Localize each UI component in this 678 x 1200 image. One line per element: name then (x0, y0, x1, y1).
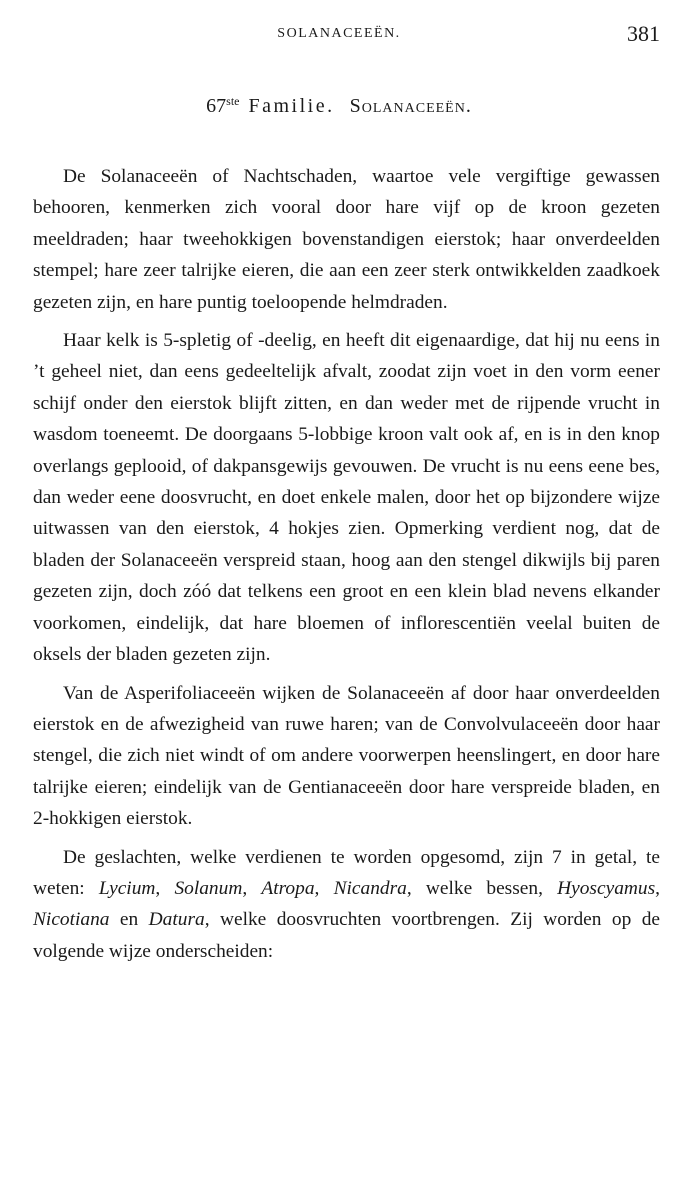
text-run: , (242, 877, 262, 899)
text-run: Haar kelk is 5-spletig of -deelig, en heeft dit eigenaardige, dat hij nu eens in ’t geheel niet, dan eens gedeeltelijk afvalt, zoodat zijn voet in den vorm eener schijf onder den eierstok blijft zitten, en dan weder met de rijpende vrucht in wasdom toeneemt. De doorgaans 5-lobbige kroon valt ook af, en is in den knop overlangs geplooid, of dakpansgewijs gevouwen. De vrucht is nu eens eene bes, dan weder eene doosvrucht, en doet enkele malen, door het op bijzondere wijze uitwassen van den eierstok, 4 hokjes zien. Opmerking verdient nog, dat de bladen der Solanaceeën verspreid staan, hoog aan den stengel dikwijls bij paren gezeten zijn, doch zóó dat telkens een groot en een klein blad nevens elkander voorkomen, eindelijk, dat hare bloemen of inflorescentiën veelal buiten de oksels der bladen gezeten zijn. (33, 330, 660, 666)
genus-name: Atropa (261, 877, 315, 899)
genus-name: Datura (148, 909, 205, 931)
genus-name: Nicandra (333, 877, 407, 899)
body-text (33, 161, 660, 967)
text-run: , (155, 877, 175, 899)
family-word: Familie. (248, 95, 335, 117)
genus-name: Nicotiana (33, 909, 110, 931)
chapter-number: 67 (206, 95, 227, 117)
chapter-heading (0, 94, 678, 118)
text-run: , welke doosvruchten voortbrengen. Zij worden op de volgende wijze onderscheiden: (33, 909, 661, 962)
paragraph (33, 325, 660, 670)
family-name: Solanaceeën. (349, 95, 472, 117)
text-run: De geslachten, welke verdienen te worden opgesomd, zijn 7 in getal, te weten: (33, 846, 660, 899)
text-run: , (655, 877, 660, 899)
genus-name: Hyoscyamus (557, 877, 656, 899)
page-number: 381 (627, 21, 660, 46)
paragraph (33, 161, 660, 318)
text-run: , (314, 877, 334, 899)
text-run: , welke bessen, (406, 877, 558, 899)
text-run: Van de Asperifoliaceeën wijken de Solanaceeën af door haar onverdeelden eierstok en de afwezigheid van ruwe haren; van de Convolvulaceeën door haar stengel, die zich niet windt of om andere voorwerpen heenslingert, en door hare talrijke eieren; eindelijk van de Gentianaceeën door hare verspreide bladen, en 2-hokkigen eierstok. (33, 682, 660, 830)
text-run: en (109, 909, 149, 931)
paragraph (33, 678, 660, 835)
genus-name: Solanum (174, 877, 243, 899)
text-run: De Solanaceeën of Nachtschaden, waartoe vele vergiftige gewassen behooren, kenmerken zich vooral door hare vijf op de kroon gezeten meeldraden; haar tweehokkigen bovenstandigen eierstok; haar onverdeelden stempel; hare zeer talrijke eieren, die aan een zeer sterk ontwikkelden zaadkoek gezeten zijn, en hare puntig toeloopende helmdraden. (33, 166, 660, 313)
running-head (0, 22, 678, 46)
running-title: SOLANACEEËN. (277, 26, 401, 41)
paragraph (33, 842, 660, 968)
genus-name: Lycium (98, 877, 156, 899)
chapter-number-suffix: ste (226, 94, 240, 108)
